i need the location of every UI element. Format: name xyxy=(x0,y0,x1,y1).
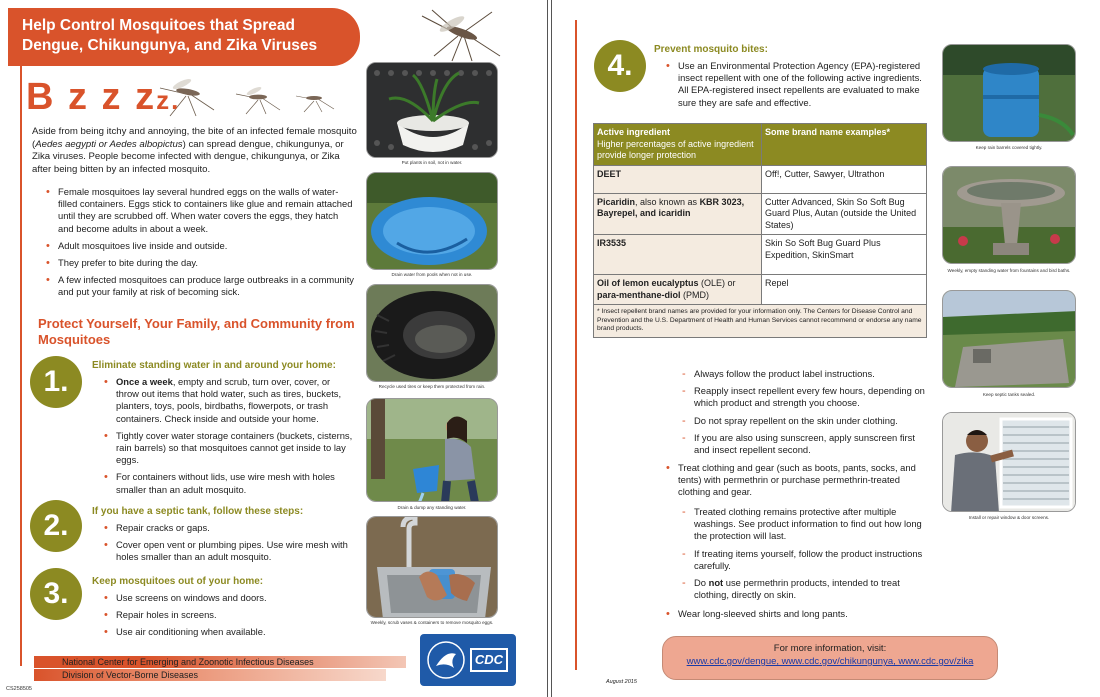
fact-list xyxy=(44,186,354,304)
publication-date: August 2015 xyxy=(606,679,637,685)
title-line-1: Help Control Mosquitoes that Spread xyxy=(22,17,295,34)
fact-item: • They prefer to bite during the day. xyxy=(44,257,354,269)
list-item: - Do not use permethrin products, intended to treat clothing, directly on skin. xyxy=(680,577,926,601)
table-header-ingredient: Active ingredient Higher percentages of active ingredient provide longer protection xyxy=(594,124,762,166)
list-item: • For containers without lids, use wire mesh with holes smaller than an adult mosquito. xyxy=(102,471,354,495)
step-4-title: Prevent mosquito bites: xyxy=(654,44,768,55)
photo-pool xyxy=(366,172,498,270)
photo-scrub-container xyxy=(366,516,498,618)
footer-division: Division of Vector-Borne Diseases xyxy=(34,669,386,681)
caption: Weekly, scrub vases & containers to remove mosquito eggs. xyxy=(370,620,494,625)
photo-birdbath xyxy=(942,166,1076,264)
caption: Put plants in soil, not in water. xyxy=(401,160,463,165)
table-row: DEET Off!, Cutter, Sawyer, Ultrathon xyxy=(594,165,927,193)
list-item: • Cover open vent or plumbing pipes. Use wire mesh with holes smaller than an adult mosquito. xyxy=(102,539,354,563)
document-code: CS258505 xyxy=(6,686,32,692)
rain-barrel-photo-illustration xyxy=(943,45,1076,142)
photo-septic-tank xyxy=(942,290,1076,388)
bzz-heading: B z z zz. xyxy=(26,76,181,118)
list-item: • Treat clothing and gear (such as boots, pants, socks, and tents) with permethrin or purchase permethrin-treated clothing and gear. xyxy=(664,462,928,499)
step-3-title: Keep mosquitoes out of your home: xyxy=(92,576,264,587)
septic-photo-illustration xyxy=(943,291,1076,388)
tire-photo-illustration xyxy=(367,285,498,382)
list-item: • Wear long-sleeved shirts and long pants. xyxy=(664,608,928,620)
window-screen-photo-illustration xyxy=(943,413,1076,512)
more-info-box xyxy=(662,636,998,680)
birdbath-photo-illustration xyxy=(943,167,1076,264)
list-item: - Treated clothing remains protective after multiple washings. See product information to find out how long the protection will last. xyxy=(680,506,926,543)
dump-water-photo-illustration xyxy=(367,399,498,502)
photo-window-screen xyxy=(942,412,1076,512)
pool-photo-illustration xyxy=(367,173,498,270)
caption: Keep septic tanks sealed. xyxy=(982,392,1036,397)
info-title: For more information, visit: xyxy=(773,643,887,654)
right-accent-rule xyxy=(575,20,577,670)
step-3-list xyxy=(102,592,354,644)
title-banner xyxy=(8,8,360,66)
list-item: • Use an Environmental Protection Agency (EPA)-registered insect repellent with one of the following active ingredients. All EPA-registered insect repellents are evaluated to make sure they are safe and effective. xyxy=(664,60,928,109)
clothing-tips-list xyxy=(680,506,926,606)
step-1-title: Eliminate standing water in and around your home: xyxy=(92,360,336,371)
fact-item: • A few infected mosquitoes can produce large outbreaks in a community and put your family at risk of becoming sick. xyxy=(44,274,354,298)
list-item: - Always follow the product label instructions. xyxy=(680,368,926,380)
clothing-list xyxy=(664,462,928,504)
cdc-logo xyxy=(420,634,516,686)
table-row: Picaridin, also known as KBR 3023, Bayrepel, and icaridin Cutter Advanced, Skin So Soft Bug Guard Plus, Autan (outside the United States) xyxy=(594,193,927,235)
footer-center: National Center for Emerging and Zoonotic Infectious Diseases xyxy=(34,656,406,668)
list-item: • Once a week, empty and scrub, turn over, cover, or throw out items that hold water, such as tires, buckets, planters, toys, pools, birdbaths, flowerpots, or trash containers. Check inside and outside your home. xyxy=(102,376,354,425)
title-line-2: Dengue, Chikungunya, and Zika Viruses xyxy=(22,37,318,54)
cdc-wordmark: CDC xyxy=(470,648,508,672)
repellent-table xyxy=(593,123,927,338)
table-header-brands: Some brand name examples* xyxy=(762,124,927,166)
scrub-photo-illustration xyxy=(367,517,498,618)
left-accent-rule xyxy=(20,66,22,666)
step-4-number: 4. xyxy=(594,40,646,92)
intro-paragraph: Aside from being itchy and annoying, the bite of an infected female mosquito (Aedes aegypti or Aedes albopictus) can spread dengue, chikungunya, or Zika viruses. People become infected with dengue, chikungunya, or Zika after being bitten by an infected mosquito. xyxy=(32,126,357,175)
step-3-number: 3. xyxy=(30,568,82,620)
plant-photo-illustration xyxy=(367,63,498,158)
list-item: • Repair cracks or gaps. xyxy=(102,522,354,534)
caption: Install or repair window & door screens. xyxy=(968,515,1050,520)
list-item: • Tightly cover water storage containers (buckets, cisterns, rain barrels) so that mosquitoes cannot get inside to lay eggs. xyxy=(102,430,354,467)
photo-dump-water xyxy=(366,398,498,502)
table-row: IR3535 Skin So Soft Bug Guard Plus Expedition, SkinSmart xyxy=(594,235,927,275)
mosquito-illustration-small-2 xyxy=(232,80,282,116)
step-2-number: 2. xyxy=(30,500,82,552)
list-item: - Do not spray repellent on the skin under clothing. xyxy=(680,415,926,427)
fact-item: • Adult mosquitoes live inside and outside. xyxy=(44,240,354,252)
table-row: Oil of lemon eucalyptus (OLE) or para-menthane-diol (PMD) Repel xyxy=(594,275,927,305)
list-item: • Use screens on windows and doors. xyxy=(102,592,354,604)
photo-tire xyxy=(366,284,498,382)
caption: Drain & dump any standing water. xyxy=(397,505,467,510)
caption: Weekly, empty standing water from fountains and bird baths. xyxy=(947,268,1071,273)
mosquito-illustration-large xyxy=(412,6,507,64)
hhs-seal-icon xyxy=(426,640,466,680)
list-item: - Reapply insect repellent every few hours, depending on which product and strength you choose. xyxy=(680,385,926,409)
caption: Drain water from pools when not in use. xyxy=(391,272,473,277)
photo-plant-in-soil xyxy=(366,62,498,158)
table-note-row: * Insect repellent brand names are provided for your information only. The Centers for Disease Control and Prevention and the U.S. Department of Health and Human Services cannot recommend or endorse any name brand products. xyxy=(594,305,927,338)
fact-item: • Female mosquitoes lay several hundred eggs on the walls of water-filled containers. Eggs stick to containers like glue and remain attached until they are scrubbed off. When water covers the eggs, they hatch and become adults in about a week. xyxy=(44,186,354,235)
list-item: • Use air conditioning when available. xyxy=(102,626,354,638)
left-page xyxy=(0,0,548,697)
caption: Keep rain barrels covered tightly. xyxy=(975,145,1043,150)
step-1-number: 1. xyxy=(30,356,82,408)
section-title: Protect Yourself, Your Family, and Community from Mosquitoes xyxy=(38,316,355,347)
step-4-list xyxy=(664,60,928,114)
step-2-list xyxy=(102,522,354,569)
list-item: - If treating items yourself, follow the product instructions carefully. xyxy=(680,548,926,572)
photo-rain-barrel xyxy=(942,44,1076,142)
step-2-title: If you have a septic tank, follow these steps: xyxy=(92,506,304,517)
sleeves-list xyxy=(664,608,928,625)
list-item: - If you are also using sunscreen, apply sunscreen first and insect repellent second. xyxy=(680,432,926,456)
mosquito-illustration-small-3 xyxy=(292,84,336,114)
caption: Recycle used tires or keep them protected from rain. xyxy=(378,384,486,389)
step-1-list xyxy=(102,376,354,501)
info-links[interactable]: www.cdc.gov/dengue, www.cdc.gov/chikungunya, www.cdc.gov/zika xyxy=(686,656,974,667)
list-item: • Repair holes in screens. xyxy=(102,609,354,621)
repellent-tips-list xyxy=(680,368,926,461)
